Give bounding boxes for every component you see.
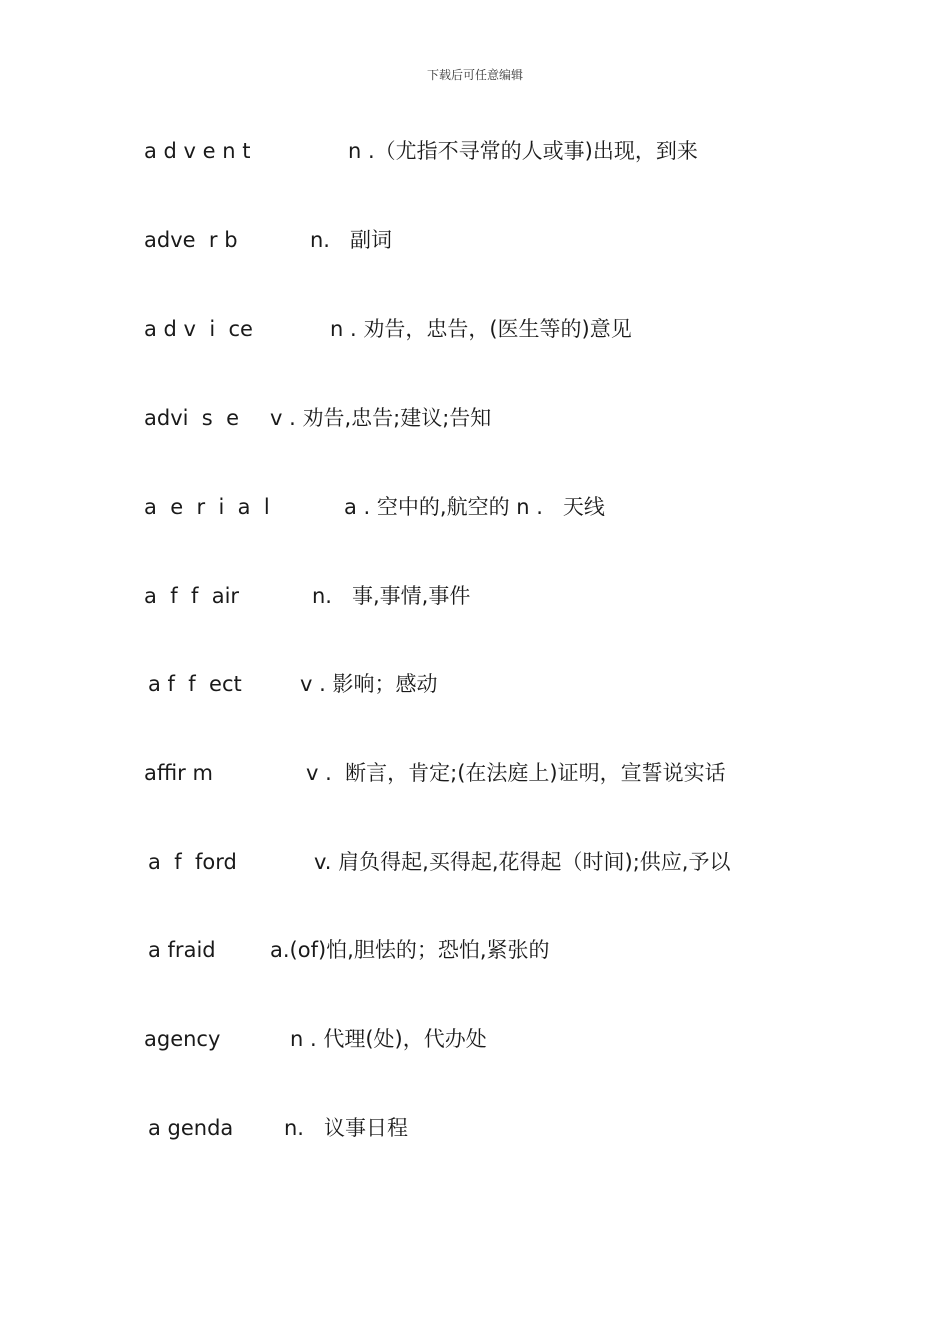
vocab-entry [0,314,950,344]
vocab-definition: n .（尤指不寻常的人或事)出现，到来 [348,139,698,163]
vocab-word: a f ford [148,850,237,874]
vocab-definition: n. 事,事情,事件 [312,584,471,608]
vocab-entry [0,136,950,166]
vocab-word: a f f air [144,584,240,608]
vocab-definition: n. 副词 [310,228,393,252]
vocab-word: a genda [148,1116,234,1140]
vocab-entry [0,492,950,522]
vocab-entry [0,1113,950,1143]
vocab-definition: n . 劝告，忠告，(医生等的)意见 [330,317,632,341]
vocab-word: a e r i a l [144,495,270,519]
vocab-entry [0,403,950,433]
vocab-entry [0,225,950,255]
vocab-entry [0,581,950,611]
vocab-entry [0,847,950,877]
vocab-definition: a . 空中的,航空的 n . 天线 [344,495,605,519]
vocab-entry [0,1024,950,1054]
vocab-definition: n . 代理(处)，代办处 [290,1027,487,1051]
vocab-word: advi s e [144,406,240,430]
vocab-definition: a.(of)怕,胆怯的；恐怕,紧张的 [270,938,550,962]
vocab-definition: n. 议事日程 [284,1116,409,1140]
vocab-entry [0,669,950,699]
vocab-word: a d v e n t [144,139,251,163]
vocab-word: a d v i ce [144,317,253,341]
vocab-entry [0,935,950,965]
vocab-word: adve r b [144,228,238,252]
vocab-word: a fraid [148,938,216,962]
vocab-definition: v . 断言，肯定;(在法庭上)证明，宣誓说实话 [306,761,726,785]
vocab-entry [0,758,950,788]
vocab-definition: v. 肩负得起,买得起,花得起（时间);供应,予以 [314,850,731,874]
vocab-definition: v . 影响；感动 [300,672,438,696]
page-header: 下载后可任意编辑 [426,68,523,82]
vocab-word: affir m [144,761,213,785]
vocab-definition: v . 劝告,忠告;建议;告知 [270,406,492,430]
vocab-word: agency [144,1027,221,1051]
vocab-word: a f f ect [148,672,242,696]
